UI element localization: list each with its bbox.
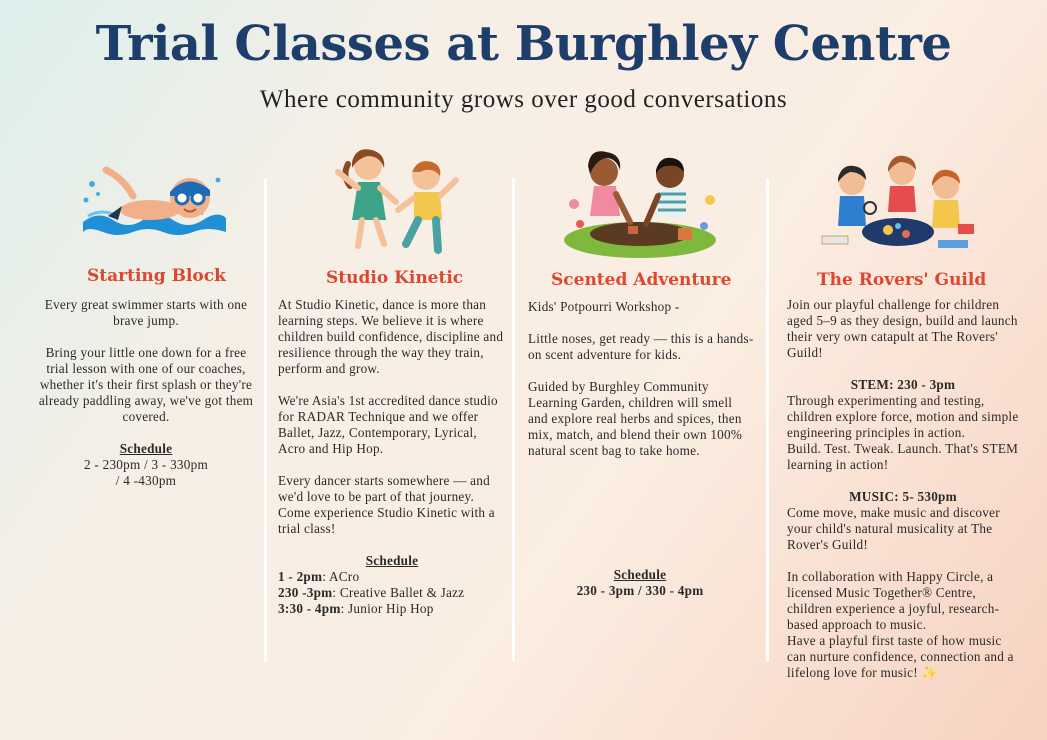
music-heading: MUSIC: 5- 530pm (849, 489, 957, 504)
column-title: The Rovers' Guild (817, 270, 987, 290)
schedule-line: / 4 -430pm (115, 473, 177, 488)
schedule-time: 230 -3pm (278, 585, 333, 600)
paragraph: Come move, make music and discover your child's natural musicality at The Rover's Guild! (787, 505, 1000, 552)
paragraph: Through experimenting and testing, children explore force, motion and simple engineering principles in action. (787, 393, 1019, 440)
stem-kids-icon (818, 146, 978, 262)
dancing-kids-icon (328, 146, 463, 258)
paragraph: Build. Test. Tweak. Launch. That's STEM learning in action! (787, 441, 1019, 472)
stem-heading: STEM: 230 - 3pm (850, 377, 956, 392)
schedule-line (278, 569, 506, 585)
paragraph: In collaboration with Happy Circle, a licensed Music Together® Centre, children experience a joyful, research-based approach to music. (787, 569, 1000, 632)
schedule-time: 1 - 2pm (278, 569, 323, 584)
schedule-line: 230 - 3pm / 330 - 4pm (576, 583, 704, 598)
column-divider (512, 178, 515, 662)
paragraph: At Studio Kinetic, dance is more than learning steps. We believe it is where children build confidence, discipline and resilience through the way they train, perform and grow. (278, 297, 504, 376)
paragraph: Little noses, get ready — this is a hands-on scent adventure for kids. (528, 331, 754, 362)
column-divider (264, 178, 267, 662)
column-body (278, 297, 506, 617)
schedule-time: 3:30 - 4pm (278, 601, 341, 616)
schedule-activity: : ACro (322, 569, 360, 584)
paragraph: Every dancer starts somewhere — and we'd love to be part of that journey. Come experience Studio Kinetic with a trial class! (278, 473, 495, 536)
page-subtitle: Where community grows over good conversations (259, 86, 788, 113)
schedule-line: 2 - 230pm / 3 - 330pm (84, 457, 208, 472)
gardening-kids-icon (560, 144, 720, 262)
schedule-line (278, 601, 506, 617)
schedule-heading: Schedule (365, 553, 419, 568)
paragraph: Every great swimmer starts with one brave jump. (44, 297, 248, 328)
schedule-block (528, 567, 752, 599)
paragraph: Bring your little one down for a free trial lesson with one of our coaches, whether it's their first splash or they're already paddling away, we've got them covered. (38, 345, 254, 424)
column-title: Studio Kinetic (326, 268, 464, 288)
schedule-line (278, 585, 506, 601)
schedule-heading: Schedule (613, 567, 667, 582)
schedule-heading: Schedule (119, 441, 173, 456)
column-divider (766, 178, 769, 662)
column-body (787, 297, 1019, 681)
paragraph: Kids' Potpourri Workshop - (528, 299, 680, 314)
column-body (528, 299, 754, 475)
paragraph: Have a playful first taste of how music can nurture confidence, connection and a lifelong love for music! ✨ (787, 633, 1014, 680)
schedule-activity: : Junior Hip Hop (340, 601, 434, 616)
column-title: Scented Adventure (551, 270, 732, 290)
column-body (34, 297, 258, 489)
swimmer-icon (78, 160, 228, 240)
paragraph: Join our playful challenge for children aged 5–9 as they design, build and launch their very own catapult at The Rovers' Guild! (787, 297, 1018, 360)
paragraph: We're Asia's 1st accredited dance studio for RADAR Technique and we offer Ballet, Jazz, Contemporary, Lyrical, Acro and Hip Hop. (278, 393, 498, 456)
page-title: Trial Classes at Burghley Centre (95, 16, 952, 72)
paragraph: Guided by Burghley Community Learning Garden, children will smell and explore real herbs and spices, then mix, match, and blend their own 100% natural scent bag to take home. (528, 379, 743, 458)
schedule-activity: : Creative Ballet & Jazz (332, 585, 465, 600)
column-title: Starting Block (87, 266, 226, 286)
